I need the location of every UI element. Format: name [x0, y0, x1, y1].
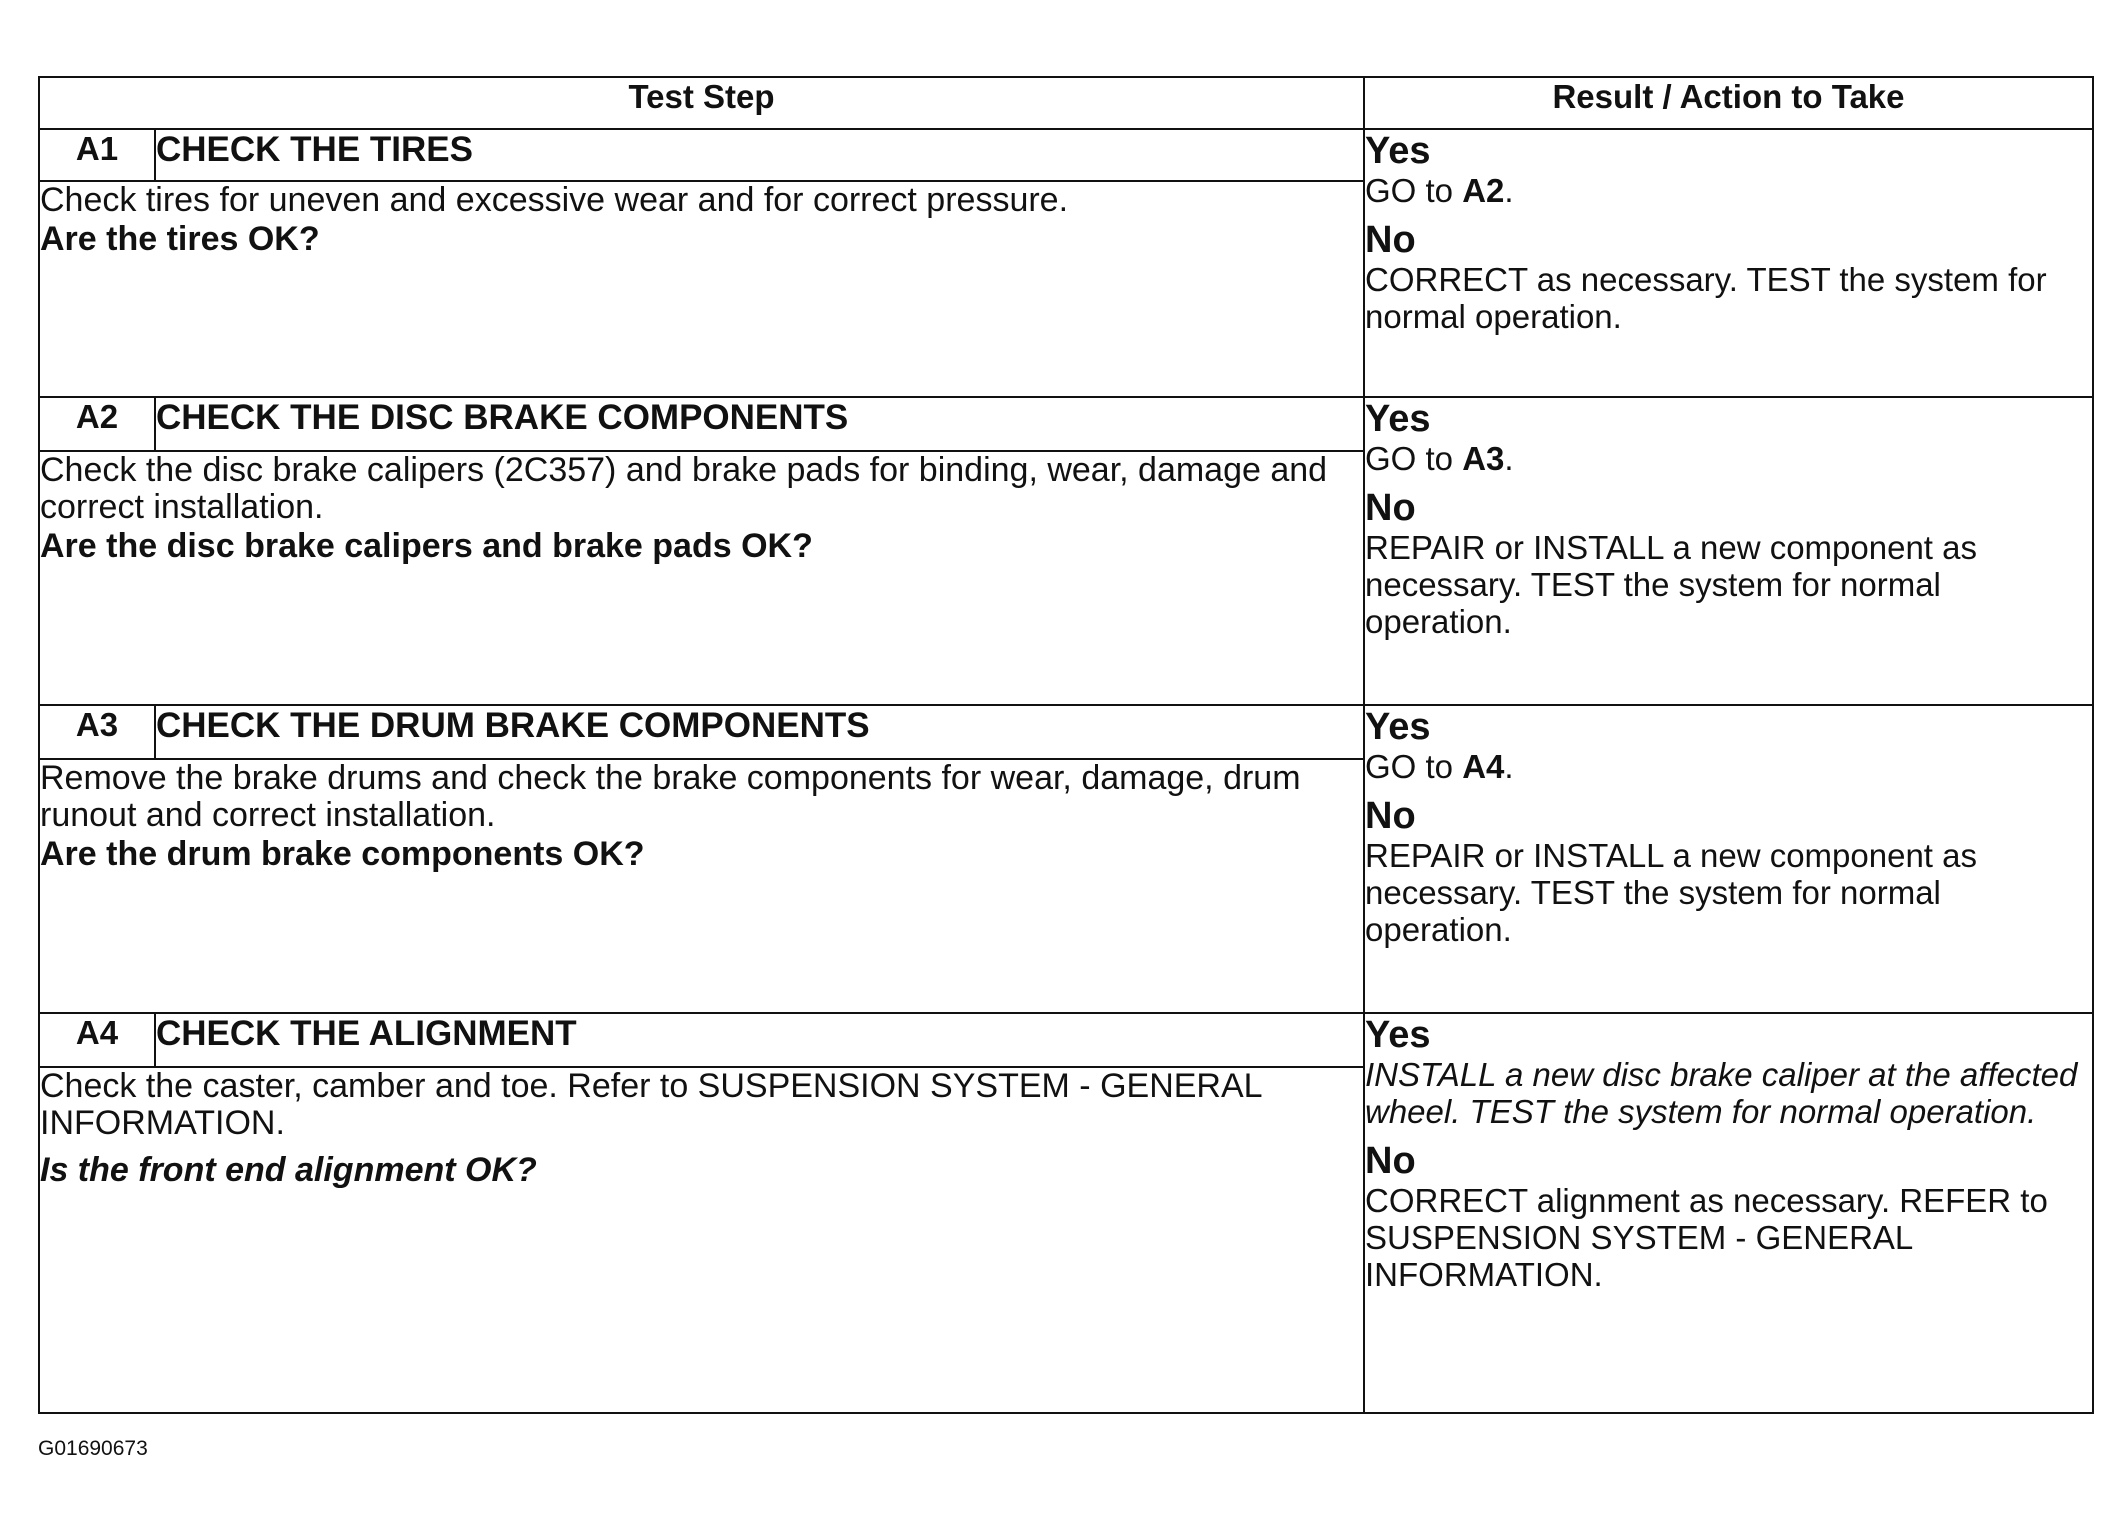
- no-label: No: [1365, 219, 1416, 261]
- step-title: CHECK THE ALIGNMENT: [155, 1013, 1364, 1067]
- yes-action: INSTALL a new disc brake caliper at the affected wheel. TEST the system for normal operation.: [1365, 1056, 2078, 1130]
- step-instruction: • Check tires for uneven and excessive wear and for correct pressure.: [40, 182, 1363, 219]
- step-body: [39, 1067, 1364, 1413]
- step-title-row: [39, 129, 2093, 181]
- step-body: [39, 451, 1364, 705]
- step-id: A1: [39, 129, 155, 181]
- diagnostic-table: [38, 76, 2094, 1414]
- step-title-row: [39, 705, 2093, 759]
- no-action: CORRECT alignment as necessary. REFER to SUSPENSION SYSTEM - GENERAL INFORMATION.: [1365, 1182, 2048, 1293]
- no-label: No: [1365, 487, 1416, 529]
- yes-label: Yes: [1365, 706, 1431, 748]
- step-instruction: • Check the disc brake calipers (2C357) and brake pads for binding, wear, damage and correct installation.: [40, 452, 1363, 526]
- figure-code: G01690673: [38, 1437, 148, 1460]
- no-action: REPAIR or INSTALL a new component as necessary. TEST the system for normal operation.: [1365, 529, 1977, 640]
- step-bullets: [40, 1068, 1363, 1189]
- step-body: [39, 759, 1364, 1013]
- step-question: • Are the disc brake calipers and brake pads OK?: [40, 528, 1363, 565]
- step-result: [1364, 1013, 2093, 1413]
- yes-action: GO to A4.: [1365, 748, 1514, 785]
- no-label: No: [1365, 795, 1416, 837]
- yes-label: Yes: [1365, 130, 1431, 172]
- step-title: CHECK THE DISC BRAKE COMPONENTS: [155, 397, 1364, 451]
- table-header-row: [39, 77, 2093, 129]
- step-result: [1364, 129, 2093, 397]
- step-bullets: [40, 760, 1363, 873]
- no-action: REPAIR or INSTALL a new component as necessary. TEST the system for normal operation.: [1365, 837, 1977, 948]
- step-id: A2: [39, 397, 155, 451]
- yes-label: Yes: [1365, 1014, 1431, 1056]
- step-question: • Are the tires OK?: [40, 221, 1363, 258]
- step-bullets: [40, 182, 1363, 258]
- test-step-header: Test Step: [39, 77, 1364, 129]
- step-title-row: [39, 1013, 2093, 1067]
- step-result: [1364, 705, 2093, 1013]
- yes-action: GO to A2.: [1365, 172, 1514, 209]
- step-title: CHECK THE DRUM BRAKE COMPONENTS: [155, 705, 1364, 759]
- step-body: [39, 181, 1364, 397]
- yes-action: GO to A3.: [1365, 440, 1514, 477]
- step-title-row: [39, 397, 2093, 451]
- step-id: A3: [39, 705, 155, 759]
- no-action: CORRECT as necessary. TEST the system for normal operation.: [1365, 261, 2047, 335]
- no-label: No: [1365, 1140, 1416, 1182]
- step-instruction: • Check the caster, camber and toe. Refer to SUSPENSION SYSTEM - GENERAL INFORMATION.: [40, 1068, 1363, 1142]
- result-action-header: Result / Action to Take: [1364, 77, 2093, 129]
- step-question: • Are the drum brake components OK?: [40, 836, 1363, 873]
- step-id: A4: [39, 1013, 155, 1067]
- yes-label: Yes: [1365, 398, 1431, 440]
- step-instruction: • Remove the brake drums and check the brake components for wear, damage, drum runout and correct installation.: [40, 760, 1363, 834]
- step-result: [1364, 397, 2093, 705]
- step-bullets: [40, 452, 1363, 565]
- step-title: CHECK THE TIRES: [155, 129, 1364, 181]
- step-question: • Is the front end alignment OK?: [40, 1152, 1363, 1189]
